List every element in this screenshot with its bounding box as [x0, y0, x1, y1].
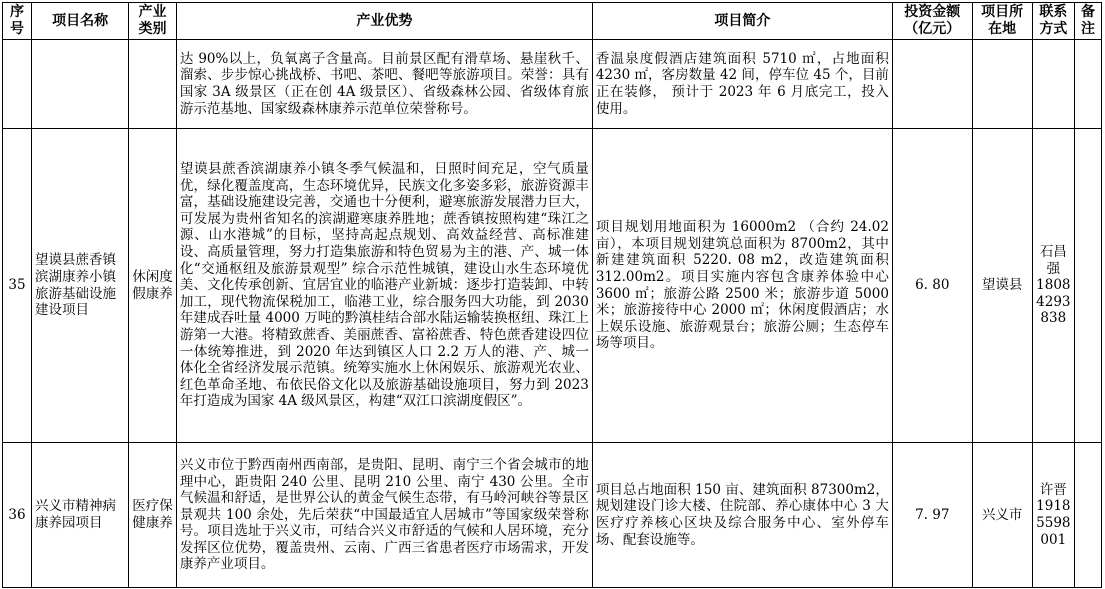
header-intro: 项目简介 — [592, 3, 892, 40]
cell-seq: 36 — [3, 443, 32, 588]
table-row — [3, 443, 1102, 588]
header-name: 项目名称 — [31, 3, 128, 40]
cell-name: 兴义市精神病康养园项目 — [31, 443, 128, 588]
cell-investment — [892, 40, 972, 129]
cell-intro: 香温泉度假酒店建筑面积 5710 ㎡，占地面积 4230 ㎡，客房数量 42 间，停车位 45 个，目前正在装修， 预计于 2023 年 6 月底完工，投入使用。 — [592, 40, 892, 129]
cell-name — [31, 40, 128, 129]
cell-seq: 35 — [3, 129, 32, 443]
header-category: 产业 类别 — [129, 3, 177, 40]
cell-name: 望谟县蔗香镇滨湖康养小镇旅游基础设施建设项目 — [31, 129, 128, 443]
cell-category — [129, 40, 177, 129]
cell-location: 兴义市 — [972, 443, 1032, 588]
cell-remark — [1075, 443, 1102, 588]
cell-investment: 7. 97 — [892, 443, 972, 588]
cell-location: 望谟县 — [972, 129, 1032, 443]
header-investment: 投资金额 （亿元） — [892, 3, 972, 40]
cell-advantage: 望谟县蔗香滨湖康养小镇冬季气候温和，日照时间充足，空气质量优，绿化覆盖度高，生态环境优异，民族文化多姿多彩，旅游资源丰富，基础设施建设完善，交通也十分便利，避寒旅游发展潜力巨大，可发展为贵州省知名的滨湖避寒康养胜地；蔗香镇按照构建“珠江之源、山水港城”的目标，坚持高起点规划、高效益经营、高标准建设、高质量管理，努力打造集旅游和特色贸易为主的港、产、城一体化“交通枢纽及旅游景观型” 综合示范性城镇，建设山水生态环境优美、文化传承创新、宜居宜业的临港产业新城：逐步打造装卸、中转加工，现代物流保税加工，临港工业，综合服务四大功能，到 2030 年建成吞吐量 4000 万吨的黔滇桂结合部水陆运输装换枢纽、珠江上游第一大港。将精致蔗香、美丽蔗香、富裕蔗香、特色蔗香建设四位一体统筹推进，到 2020 年达到镇区人口 2.2 万人的港、产、城一体化全省经济发展示范镇。统筹实施水上休闲娱乐、旅游观光农业、红色革命圣地、布依民俗文化以及旅游基础设施项目，努力到 2023 年打造成为国家 4A 级风景区，构建“双江口滨湖度假区”。 — [176, 129, 592, 443]
header-remark: 备 注 — [1075, 3, 1102, 40]
table-row — [3, 40, 1102, 129]
header-contact: 联系 方式 — [1032, 3, 1074, 40]
cell-seq — [3, 40, 32, 129]
header-location: 项目所 在地 — [972, 3, 1032, 40]
cell-investment: 6. 80 — [892, 129, 972, 443]
cell-category: 医疗保健康养 — [129, 443, 177, 588]
cell-contact: 石昌强 1808 4293 838 — [1032, 129, 1074, 443]
header-seq: 序 号 — [3, 3, 32, 40]
cell-intro: 项目规划用地面积为 16000m2 （合约 24.02 亩），本项目规划建筑总面积为 8700m2，其中新建建筑面积 5220. 08 m2，改造建筑面积 312.00m2。项目实施内容包含康养体验中心 3600 ㎡；旅游公路 2500 米；旅游步道 5000 米；旅游接待中心 2000 ㎡；休闲度假酒店；水上娱乐设施、旅游观景台；旅游公厕；生态停车场等项目。 — [592, 129, 892, 443]
cell-contact — [1032, 40, 1074, 129]
table-row — [3, 129, 1102, 443]
cell-contact: 许晋 1918 5598 001 — [1032, 443, 1074, 588]
cell-remark — [1075, 129, 1102, 443]
cell-advantage: 达 90%以上，负氧离子含量高。目前景区配有滑草场、悬崖秋千、溜索、步步惊心挑战桥、书吧、茶吧、餐吧等旅游项目。荣誉：具有国家 3A 级景区（正在创 4A 级景区）、省级森林公园、省级体育旅游示范基地、国家级森林康养示范单位荣誉称号。 — [176, 40, 592, 129]
cell-advantage: 兴义市位于黔西南州西南部，是贵阳、昆明、南宁三个省会城市的地理中心，距贵阳 240 公里、昆明 210 公里、南宁 430 公里。全市气候温和舒适，是世界公认的黄金气候生态带，有马岭河峡谷等景区景观共 100 余处，先后荣获“中国最适宜人居城市”等国家级荣誉称号。项目选址于兴义市，可结合兴义市舒适的气候和人居环境，充分发挥区位优势，覆盖贵州、云南、广西三省患者医疗市场需求，开发康养产业项目。 — [176, 443, 592, 588]
cell-category: 休闲度假康养 — [129, 129, 177, 443]
header-advantage: 产业优势 — [176, 3, 592, 40]
cell-location — [972, 40, 1032, 129]
cell-intro: 项目总占地面积 150 亩、建筑面积 87300m2，规划建设门诊大楼、住院部、养心康体中心 3 大医疗疗养核心区块及综合服务中心、室外停车场、配套设施等。 — [592, 443, 892, 588]
cell-remark — [1075, 40, 1102, 129]
project-table — [2, 2, 1102, 588]
header-row — [3, 3, 1102, 40]
